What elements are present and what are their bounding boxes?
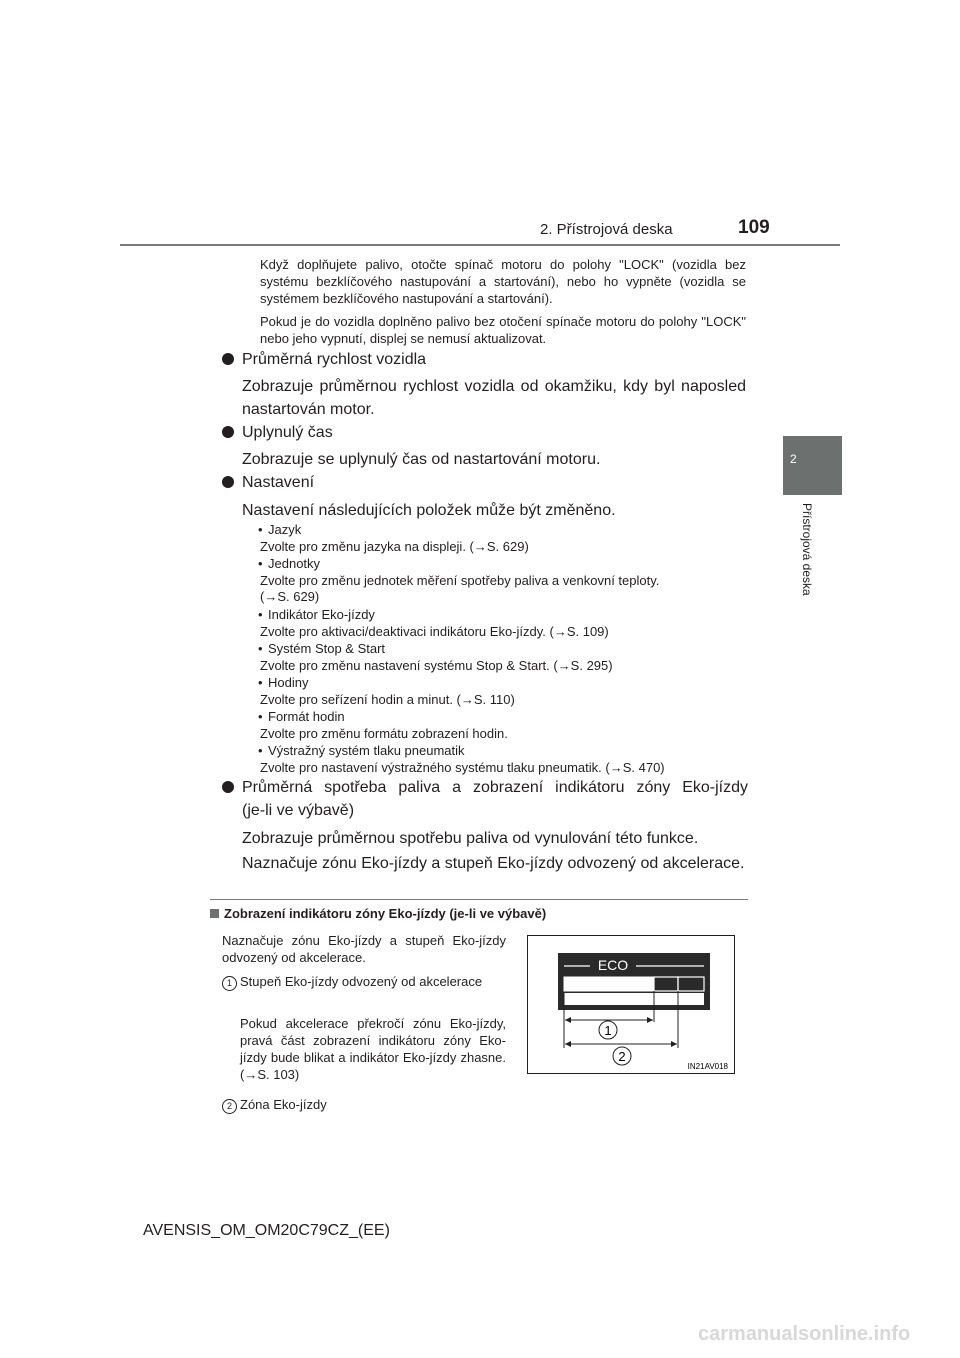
section-heading-text: Zobrazení indikátoru zóny Eko-jízdy (je-li ve výbavě) (224, 906, 547, 921)
document-code-footer: AVENSIS_OM_OM20C79CZ_(EE) (143, 1222, 390, 1239)
chapter-tab-number: 2 (790, 452, 797, 466)
settings-item-title: Formát hodin (268, 709, 345, 724)
bullet-body: Naznačuje zónu Eko-jízdy a stupeň Eko-jízdy odvozený od akcelerace. (242, 855, 745, 872)
item-1-note: Pokud akcelerace překročí zónu Eko-jízdy, pravá část zobrazení indikátoru zóny Eko-jízdy bude blikat a indikátor Eko-jízdy zhasne. (→S. 103) (240, 1016, 506, 1082)
bullet-heading (222, 421, 748, 444)
bullet-body: Nastavení následujících položek může být změněno. (242, 502, 616, 519)
section-rule (210, 899, 748, 900)
settings-item-desc: Zvolte pro změnu jazyka na displeji. (→S. 629) (260, 538, 529, 554)
watermark: carmanualsonline.info (698, 1323, 911, 1345)
square-bullet-icon (210, 909, 219, 918)
section-heading (210, 906, 546, 921)
item-2-text: Zóna Eko-jízdy (240, 1097, 327, 1112)
note-paragraph: Pokud je do vozidla doplněno palivo bez otočení spínače motoru do polohy "LOCK" nebo jeho vypnutí, displej se nemusí aktualizovat. (260, 314, 746, 346)
callout-1-marker: 1 (222, 973, 237, 991)
bullet-title: Uplynulý čas (242, 424, 333, 441)
callout-2-marker: 2 (222, 1096, 237, 1114)
settings-item-desc: Zvolte pro změnu nastavení systému Stop & Start. (→S. 295) (260, 657, 613, 673)
figure-code: IN21AV018 (687, 1062, 728, 1071)
section-intro: Naznačuje zónu Eko-jízdy a stupeň Eko-jízdy odvozený od akcelerace. (222, 933, 506, 965)
eco-indicator-figure (527, 935, 735, 1074)
bullet-body: Zobrazuje průměrnou spotřebu paliva od vynulování této funkce. (242, 830, 699, 847)
bullet-body: Zobrazuje průměrnou rychlost vozidla od okamžiku, kdy byl naposled nastartován motor. (242, 378, 746, 418)
bullet-dot-icon (222, 781, 234, 793)
settings-item-title: Systém Stop & Start (268, 641, 386, 656)
bullet-title: Nastavení (242, 474, 315, 491)
bullet-heading (222, 348, 748, 371)
bullet-dot-icon (222, 426, 234, 438)
note-paragraph: Když doplňujete palivo, otočte spínač motoru do polohy "LOCK" (vozidla bez systému bezklíčového nastupování a startování), nebo ho vypněte (vozidla se systémem bezklíčového nastupování a startování). (260, 257, 746, 306)
settings-item-desc: Zvolte pro změnu jednotek měření spotřeby paliva a venkovní teploty. (260, 572, 660, 588)
bullet-heading (222, 776, 748, 799)
item-1-text: Stupeň Eko-jízdy odvozený od akcelerace (240, 974, 483, 989)
bullet-title-cont: (je-li ve výbavě) (242, 802, 355, 819)
settings-item-desc: Zvolte pro aktivaci/deaktivaci indikátoru Eko-jízdy. (→S. 109) (260, 623, 609, 639)
svg-text:1: 1 (604, 1023, 612, 1038)
eco-zone-bar (564, 993, 704, 1005)
svg-text:2: 2 (618, 1049, 626, 1064)
settings-item-title: Indikátor Eko-jízdy (268, 607, 375, 622)
settings-item-desc: Zvolte pro nastavení výstražného systému tlaku pneumatik. (→S. 470) (260, 759, 665, 775)
chapter-tab-label: Přístrojová deska (800, 503, 814, 596)
page-number: 109 (738, 217, 770, 238)
bullet-dot-icon (222, 353, 234, 365)
eco-label: ECO (597, 957, 629, 973)
bullet-title: Průměrná spotřeba paliva a zobrazení indikátoru zóny Eko-jízdy (242, 779, 748, 796)
bullet-heading (222, 471, 748, 494)
settings-item-desc: Zvolte pro změnu formátu zobrazení hodin. (260, 725, 508, 741)
settings-item-desc: Zvolte pro seřízení hodin a minut. (→S. 110) (260, 691, 515, 707)
running-header-section: 2. Přístrojová deska (540, 221, 673, 238)
header-rule (120, 244, 840, 246)
settings-item-title: Hodiny (268, 675, 309, 690)
bullet-title: Průměrná rychlost vozidla (242, 351, 427, 368)
settings-item-title: Jednotky (268, 556, 321, 571)
eco-level-bar (564, 977, 654, 991)
eco-indicator-illustration (528, 936, 734, 1073)
settings-item-title: Jazyk (268, 522, 302, 537)
settings-item-desc-ref: (→S. 629) (260, 589, 320, 605)
bullet-body: Zobrazuje se uplynulý čas od nastartování motoru. (242, 451, 601, 468)
bullet-dot-icon (222, 476, 234, 488)
settings-item-title: Výstražný systém tlaku pneumatik (268, 743, 465, 758)
